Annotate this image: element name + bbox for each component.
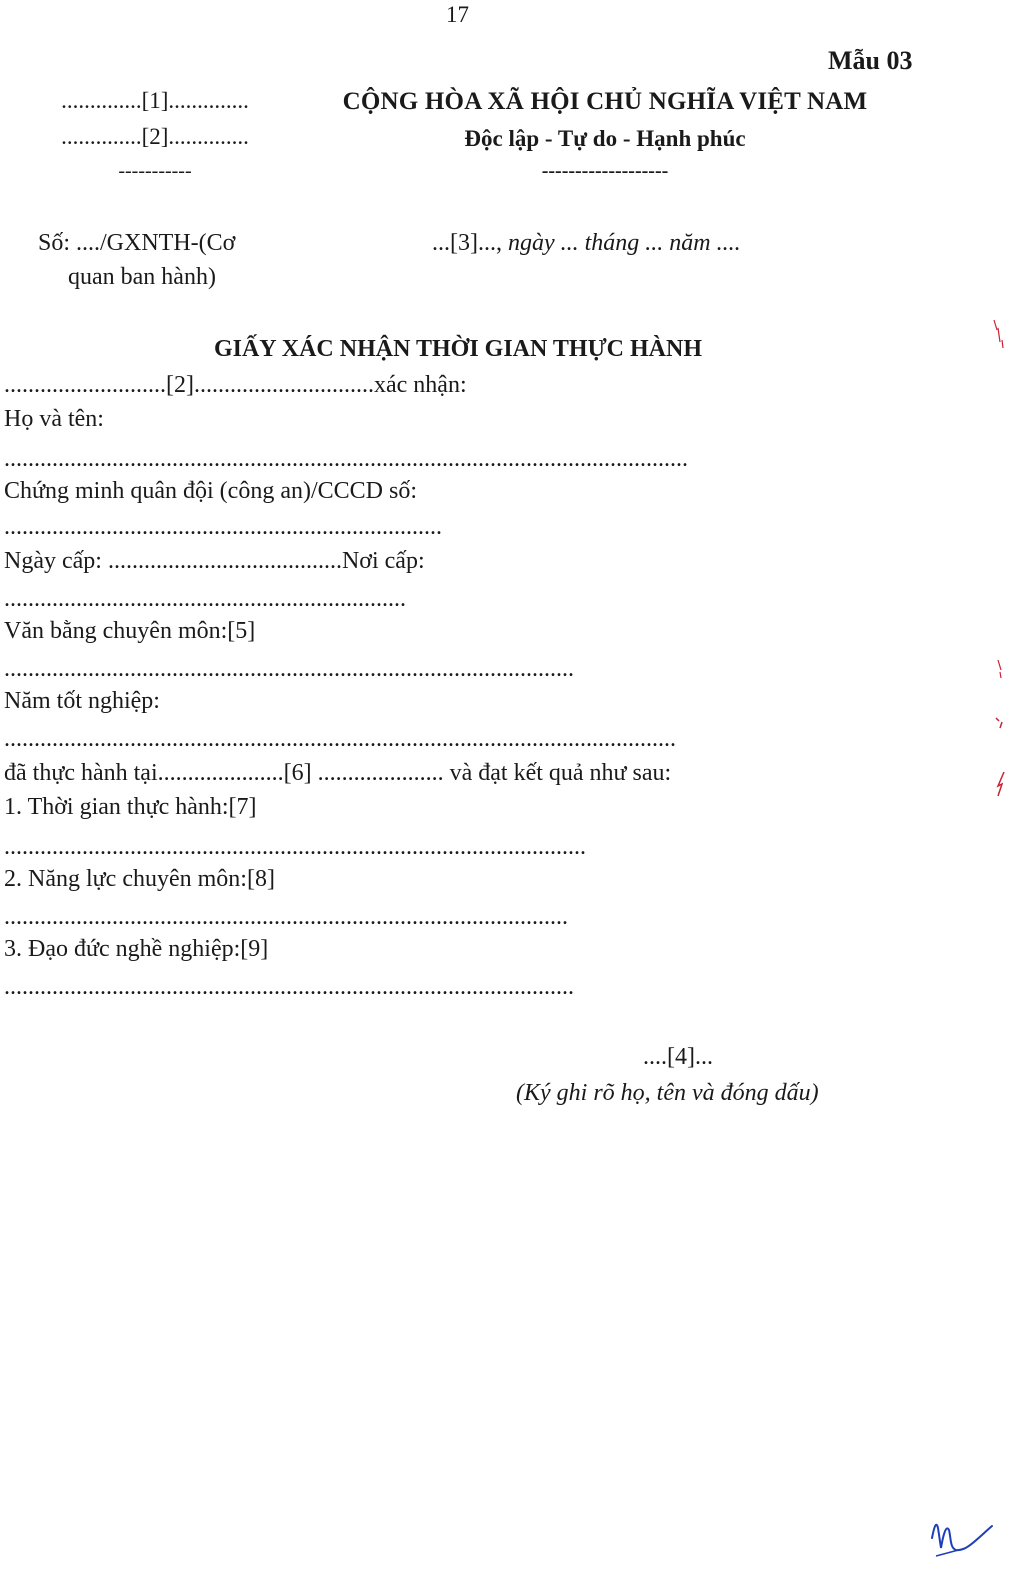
header-right-separator: ------------------- — [541, 160, 669, 182]
national-title: CỘNG HÒA XÃ HỘI CHỦ NGHĨA VIỆT NAM — [342, 88, 868, 115]
signature-note: (Ký ghi rõ họ, tên và đóng dấu) — [516, 1080, 819, 1106]
professional-competence-dotted-line: .............................................................................................. — [4, 904, 568, 930]
header-left-separator: ----------- — [118, 160, 192, 182]
professional-competence-label: 2. Năng lực chuyên môn:[8] — [4, 866, 275, 892]
practice-duration-label: 1. Thời gian thực hành:[7] — [4, 794, 257, 820]
degree-label: Văn bằng chuyên môn:[5] — [4, 618, 256, 644]
practice-location-line: đã thực hành tại.....................[6] ..................... và đạt kết quả như sau: — [4, 760, 672, 786]
degree-dotted-line: ............................................................................................... — [4, 656, 574, 682]
graduation-year-dotted-line: ................................................................................................................ — [4, 726, 676, 752]
form-code: Mẫu 03 — [828, 46, 913, 75]
document-number-line2: quan ban hành) — [68, 264, 216, 290]
confirming-body-line: ...........................[2]..............................xác nhận: — [4, 372, 467, 398]
initials-signature — [926, 1498, 996, 1568]
professional-ethics-dotted-line: ............................................................................................... — [4, 974, 574, 1000]
full-name-dotted-line: .................................................................................................................. — [4, 446, 688, 472]
signer-placeholder: ....[4]... — [643, 1044, 713, 1070]
place-date — [432, 230, 741, 257]
practice-duration-dotted-line: ................................................................................................. — [4, 834, 586, 860]
margin-ink-marks — [984, 300, 1024, 820]
page-number: 17 — [446, 2, 469, 27]
issue-place-dotted-line: ................................................................... — [4, 586, 406, 612]
issuing-authority-placeholder: ..............[1].............. — [61, 88, 249, 113]
full-name-label: Họ và tên: — [4, 406, 104, 432]
issuing-unit-placeholder: ..............[2].............. — [61, 124, 249, 149]
place-placeholder: ...[3]..., — [432, 230, 508, 256]
document-title: GIẤY XÁC NHẬN THỜI GIAN THỰC HÀNH — [213, 336, 703, 362]
issue-date-place-line: Ngày cấp: .......................................Nơi cấp: — [4, 548, 425, 574]
id-number-label: Chứng minh quân đội (công an)/CCCD số: — [4, 478, 417, 504]
professional-ethics-label: 3. Đạo đức nghề nghiệp:[9] — [4, 936, 269, 962]
id-number-dotted-line: ......................................................................... — [4, 514, 442, 540]
date-placeholder: ngày ... tháng ... năm .... — [507, 230, 741, 256]
document-number-line1: Số: ..../GXNTH-(Cơ — [38, 230, 236, 256]
national-motto: Độc lập - Tự do - Hạnh phúc — [464, 126, 746, 151]
graduation-year-label: Năm tốt nghiệp: — [4, 688, 160, 714]
